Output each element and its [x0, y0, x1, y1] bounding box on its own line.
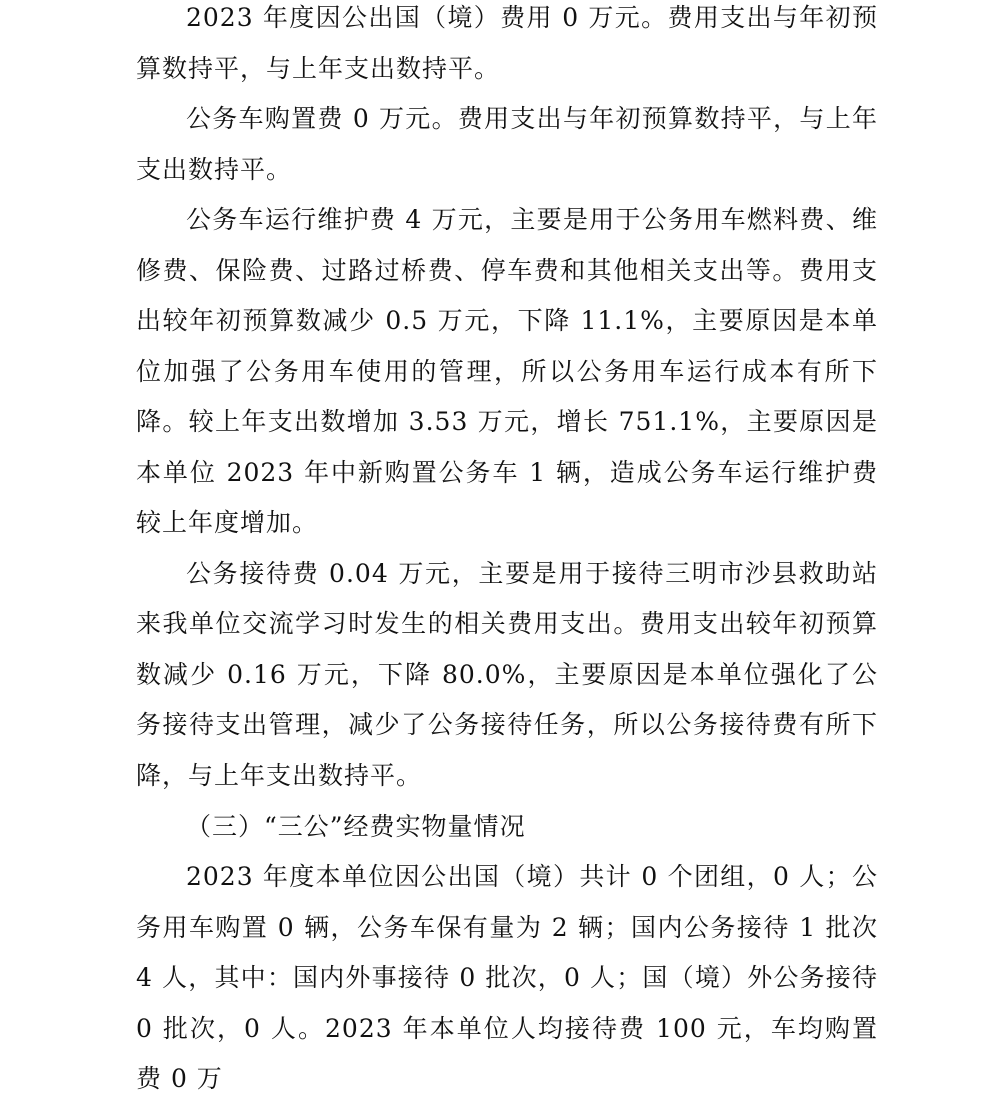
paragraph-physical-quantity: 2023 年度本单位因公出国（境）共计 0 个团组，0 人；公务用车购置 0 辆，公务车保有量为 2 辆；国内公务接待 1 批次 4 人，其中：国内外事接待 0 批次，0 人；国（境）外公务接待 0 批次，0 人。2023 年本单位人均接待费 100 元，车均购置费 0 万 [136, 862, 878, 1093]
paragraph-vehicle-maintenance: 公务车运行维护费 4 万元，主要是用于公务用车燃料费、维修费、保险费、过路过桥费、停车费和其他相关支出等。费用支出较年初预算数减少 0.5 万元，下降 11.1%，主要原因是本单位加强了公务用车使用的管理，所以公务用车运行成本有所下降。较上年支出数增加 3.53 万元，增长 751.1%，主要原因是本单位 2023 年中新购置公务车 1 辆，造成公务车运行维护费较上年度增加。 [136, 205, 878, 537]
section-heading: （三）“三公”经费实物量情况 [186, 812, 526, 841]
paragraph-reception-expense: 公务接待费 0.04 万元，主要是用于接待三明市沙县救助站来我单位交流学习时发生的相关费用支出。费用支出较年初预算数减少 0.16 万元，下降 80.0%，主要原因是本单位强化了公务接待支出管理，减少了公务接待任务，所以公务接待费有所下降，与上年支出数持平。 [136, 558, 878, 790]
document-page [136, 0, 878, 1105]
paragraph-vehicle-purchase: 公务车购置费 0 万元。费用支出与年初预算数持平，与上年支出数持平。 [136, 104, 878, 184]
paragraph-overseas-expense: 2023 年度因公出国（境）费用 0 万元。费用支出与年初预算数持平，与上年支出数持平。 [136, 3, 878, 83]
